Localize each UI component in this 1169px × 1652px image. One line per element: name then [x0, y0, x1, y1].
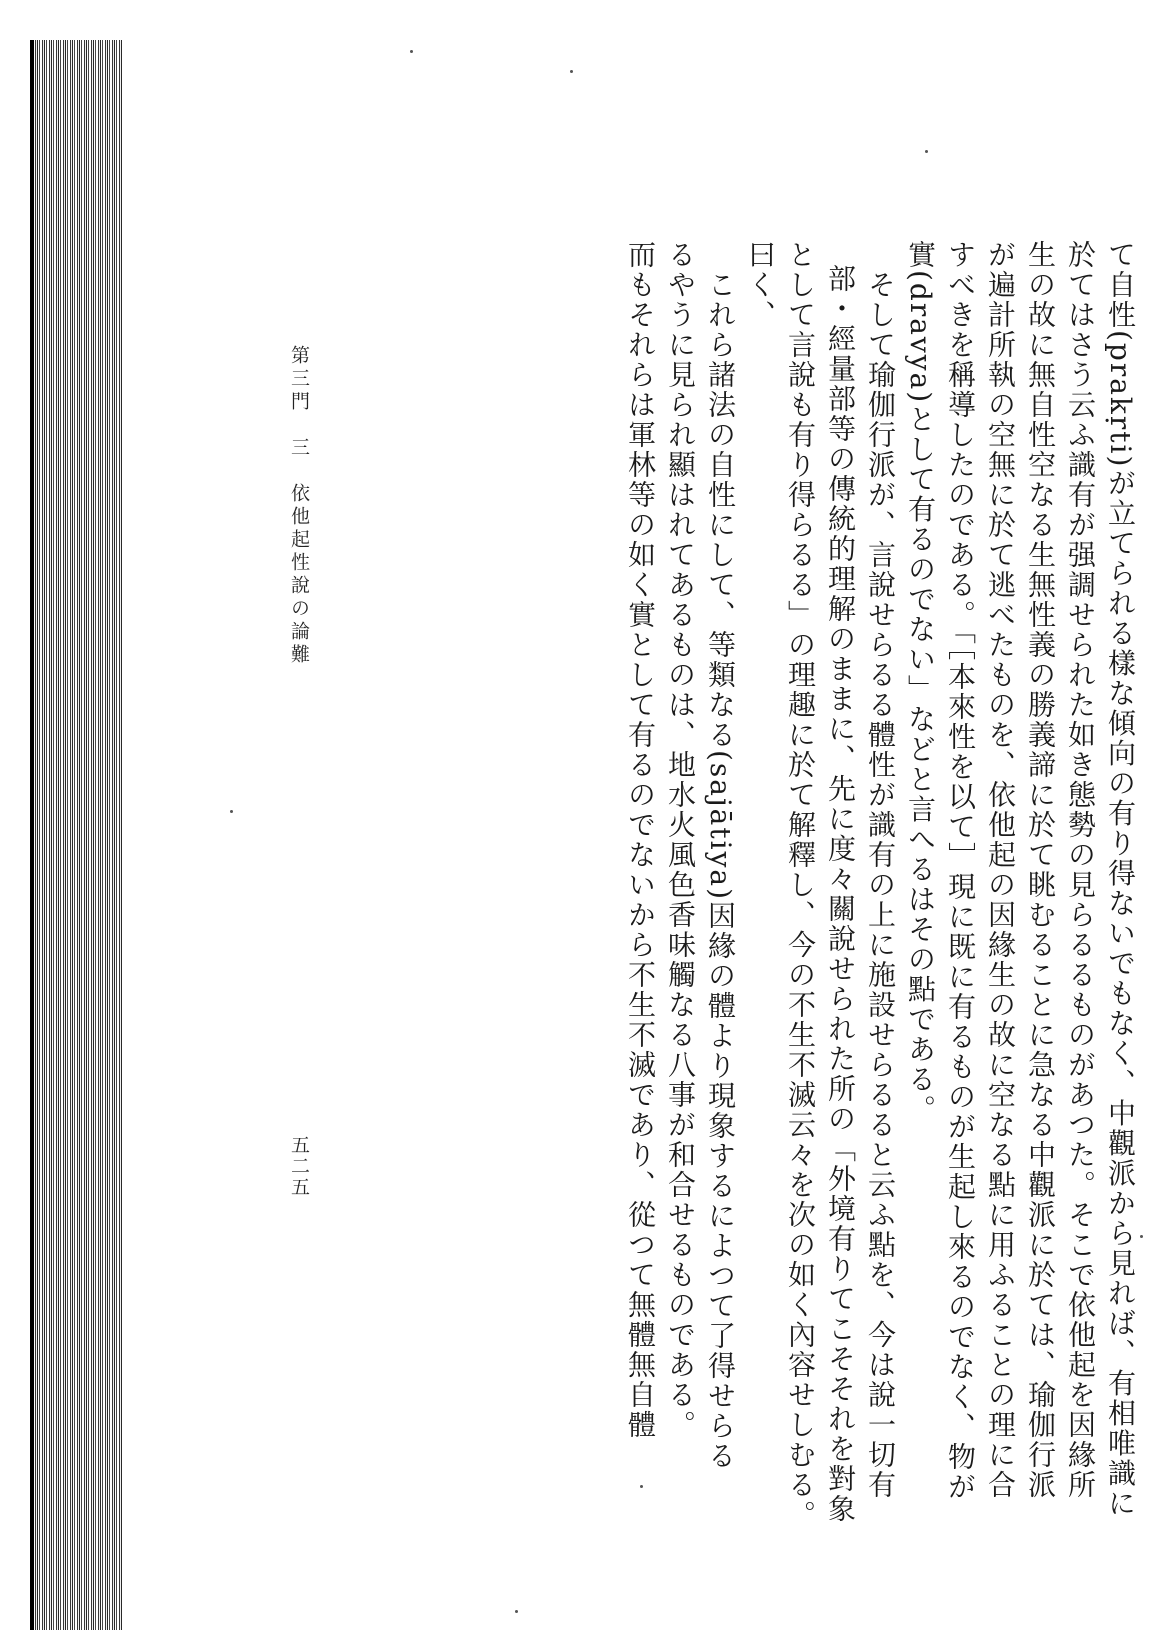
page-body: [340, 240, 1140, 1530]
text-line-5: すべきを稱導したのである。「［本來性を以て］現に既に有るものが生起し來るのでなく、物が: [944, 240, 977, 1502]
scan-speck: [515, 1610, 518, 1613]
scan-speck: [570, 70, 573, 73]
text-line-1: て自性(prakṛti)が立てられる樣な傾向の有り得ないでもなく、中觀派から見れば、有相唯識に: [1104, 240, 1137, 1519]
book-gutter: [30, 40, 122, 1630]
text-line-10: 曰く、: [744, 240, 777, 330]
text-line-9: として言說も有り得らるる」の理趣に於て解釋し、今の不生不滅云々を次の如く內容せしむる。: [784, 240, 817, 1530]
text-line-11: これら諸法の自性にして、等類なる(sajātiya)因緣の體より現象するによつて了得せらる: [704, 240, 737, 1472]
text-line-6: 實(dravya)として有るのでない」などと言へるはその點である。: [904, 240, 937, 1125]
text-line-12: るやうに見られ顯はれてあるものは、地水火風色香味觸なる八事が和合せるものである。: [664, 240, 697, 1440]
text-line-8: 部・經量部等の傳統的理解のままに、先に度々關說せられた所の「外境有りてこそそれを對象: [824, 264, 857, 1524]
scan-speck: [925, 150, 928, 153]
text-line-3: 生の故に無自性空なる生無性義の勝義諦に於て眺むることに急なる中觀派に於ては、瑜伽行派: [1024, 240, 1057, 1500]
text-line-4: が遍計所執の空無に於て逃べたものを、依他起の因緣生の故に空なる點に用ふることの理に合: [984, 240, 1017, 1500]
gutter-edge: [30, 40, 34, 1630]
text-line-7: そして瑜伽行派が、言說せらるる體性が識有の上に施設せらるると云ふ點を、今は說一切有: [864, 240, 897, 1500]
page-number: 五二五: [288, 1135, 310, 1198]
scan-speck: [1140, 1235, 1143, 1238]
scan-speck: [410, 50, 413, 53]
text-line-13: 而もそれらは軍林等の如く實として有るのでないから不生不滅であり、從つて無體無自體: [624, 240, 657, 1440]
running-head: 第三門 三 依他起性說の論難: [288, 345, 310, 667]
text-line-2: 於てはさう云ふ識有が强調せられた如き態勢の見らるるものがあつた。そこで依他起を因緣所: [1064, 240, 1097, 1500]
scan-speck: [230, 810, 233, 813]
scan-speck: [640, 1485, 643, 1488]
